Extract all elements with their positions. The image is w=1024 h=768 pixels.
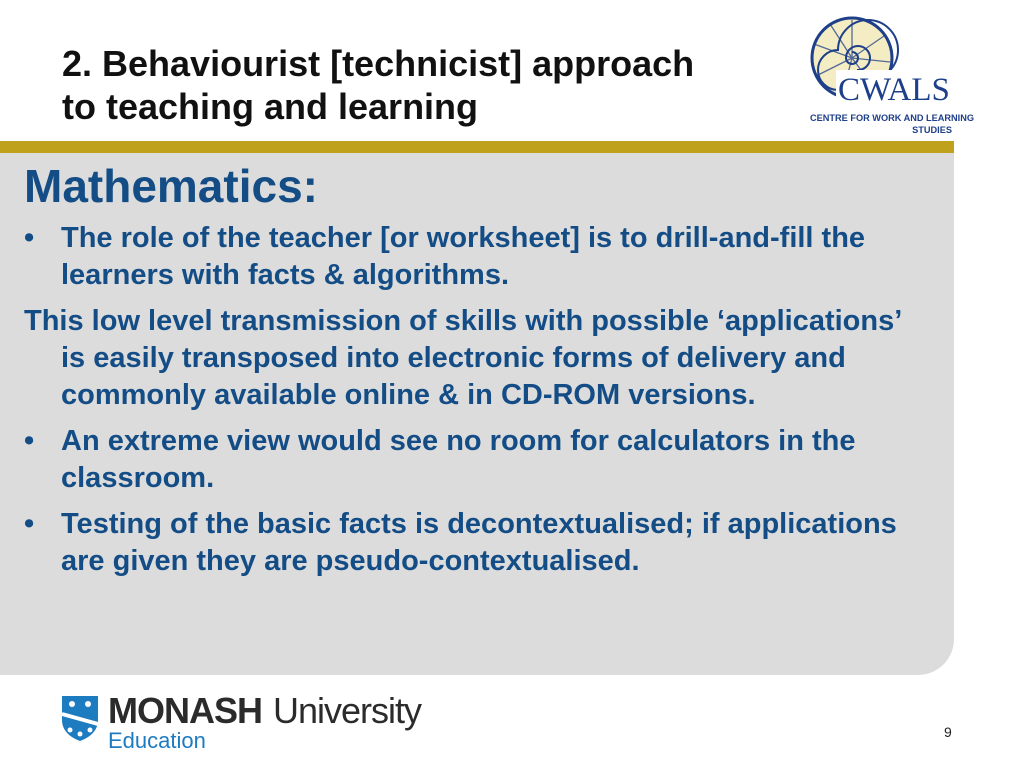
bullet-text: Testing of the basic facts is decontextualised; if applications are given they are pseudo-contextualised. <box>61 508 897 577</box>
page-number: 9 <box>944 724 952 740</box>
bullet-marker: • <box>24 222 35 254</box>
bullet-text: The role of the teacher [or worksheet] is to drill-and-fill the learners with facts & algorithms. <box>61 222 866 291</box>
slide-body <box>24 220 924 589</box>
bullet-item <box>24 423 924 497</box>
bullet-item <box>24 220 924 294</box>
university-wordmark: University <box>273 690 422 731</box>
bullet-marker: • <box>24 425 35 457</box>
slide-title <box>62 42 782 128</box>
monash-crest-icon <box>60 694 100 742</box>
bullet-item <box>24 506 924 580</box>
cwals-tagline-line-1: CENTRE FOR WORK AND LEARNING <box>810 113 975 123</box>
cwals-tagline-line-2: STUDIES <box>912 125 952 135</box>
gold-divider <box>0 141 954 153</box>
faculty-label: Education <box>108 728 206 753</box>
bullet-text: An extreme view would see no room for calculators in the classroom. <box>61 425 856 494</box>
cwals-wordmark: CWALS <box>838 72 950 108</box>
cwals-logo <box>806 14 975 138</box>
bullet-marker: • <box>24 508 35 540</box>
monash-wordmark: MONASH <box>108 690 262 731</box>
body-paragraph: This low level transmission of skills with possible ‘applications’ is easily transposed into electronic forms of delivery and commonly available online & in CD-ROM versions. <box>24 305 901 411</box>
slide-title-line-2: to teaching and learning <box>62 86 479 127</box>
monash-logo <box>60 690 440 754</box>
slide-title-line-1: 2. Behaviourist [technicist] approach <box>62 43 695 84</box>
content-heading: Mathematics: <box>24 160 318 212</box>
